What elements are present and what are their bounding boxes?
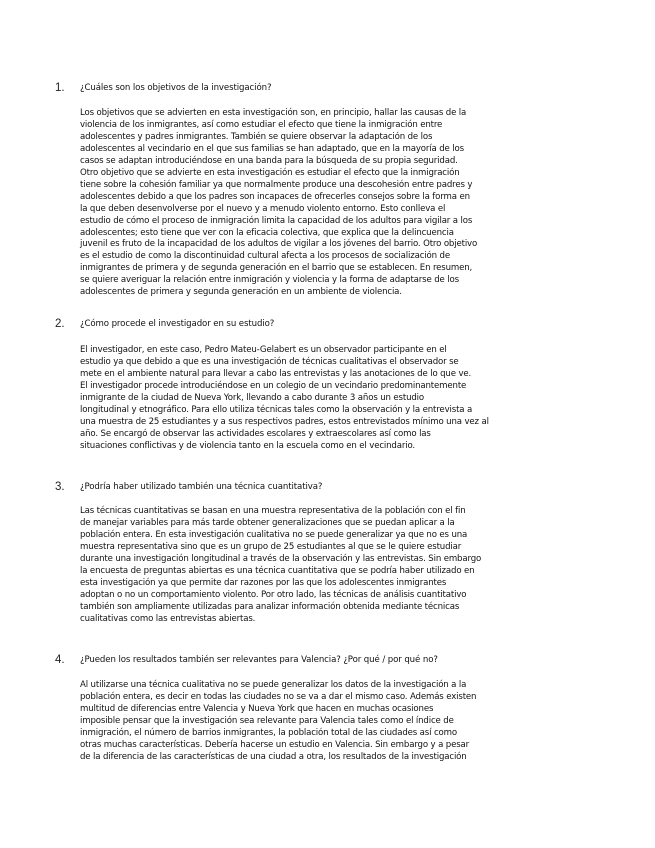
paragraph-line: situaciones conflictivas y de violencia tanto en la escuela como en el vecindario.: [80, 440, 416, 451]
paragraph-line: El investigador, en este caso, Pedro Mateu-Gelabert es un observador participante en el: [80, 345, 447, 355]
paragraph-line: Las técnicas cuantitativas se basan en una muestra representativa de la población con el fin: [80, 506, 466, 516]
question-title: ¿Cuáles son los objetivos de la investigación?: [80, 83, 272, 93]
paragraph-line: juvenil es fruto de la incapacidad de los adultos de vigilar a los jóvenes del barrio. Otro objetivo: [80, 239, 478, 250]
answer-paragraph: [80, 680, 600, 764]
paragraph-line: población entera. En esta investigación cualitativa no se puede generalizar ya que no es una: [80, 529, 468, 540]
question-number: 3.: [55, 481, 65, 493]
question-title: ¿Podría haber utilizado también una técnica cuantitativa?: [80, 482, 323, 492]
question-number: 2.: [55, 318, 65, 330]
paragraph-line: de manejar variables para más tarde obtener generalizaciones que se puedan aplicar a la: [80, 517, 455, 528]
paragraph-line: tiene sobre la cohesión familiar ya que normalmente produce una descohesión entre padres y: [80, 179, 473, 190]
paragraph-line: adolescentes debido a que los padres son incapaces de ofrecerles consejos sobre la forma en: [80, 191, 470, 202]
paragraph-line: adolescentes de primera y segunda generación en un ambiente de violencia.: [80, 287, 402, 298]
paragraph-line: estudio de cómo el proceso de inmigración limita la capacidad de los adultos para vigilar a los: [80, 215, 473, 226]
paragraph-line: El investigador procede introduciéndose en un colegio de un vecindario predominantemente: [80, 380, 467, 391]
paragraph-line: inmigrante de la ciudad de Nueva York, llevando a cabo durante 3 años un estudio: [80, 392, 425, 403]
answer-paragraph: [80, 108, 600, 299]
paragraph-line: otras muchas características. Debería hacerse un estudio en Valencia. Sin embargo y a pesar: [80, 739, 470, 750]
answer-paragraph: [80, 345, 600, 453]
paragraph-line: adolescentes; esto tiene que ver con la eficacia colectiva, que explica que la delincuencia: [80, 227, 454, 238]
paragraph-line: esta investigación ya que permite dar razones por las que los adolescentes inmigrantes: [80, 577, 447, 588]
question-title: ¿Pueden los resultados también ser relevantes para Valencia? ¿Por qué / por qué no?: [80, 655, 438, 665]
paragraph-line: Los objetivos que se advierten en esta investigación son, en principio, hallar las causas de la: [80, 108, 467, 118]
paragraph-line: mete en el ambiente natural para llevar a cabo las entrevistas y las anotaciones de lo que ve.: [80, 368, 472, 379]
paragraph-line: es el estudio de como la discontinuidad cultural afecta a los procesos de socialización de: [80, 251, 450, 262]
paragraph-line: inmigración, el número de barrios inmigrantes, la población total de las ciudades así como: [80, 727, 457, 738]
paragraph-line: adoptan o no un comportamiento violento. Por otro lado, las técnicas de análisis cuantitativo: [80, 589, 467, 600]
paragraph-line: año. Se encargó de observar las actividades escolares y extraescolares así como las: [80, 428, 431, 439]
question-title: ¿Cómo procede el investigador en su estudio?: [80, 319, 275, 329]
question-number: 1.: [55, 82, 65, 94]
paragraph-line: Al utilizarse una técnica cualitativa no se puede generalizar los datos de la investigación a la: [80, 680, 467, 690]
paragraph-line: cualitativas como las entrevistas abiertas.: [80, 613, 256, 624]
paragraph-line: se quiere averiguar la relación entre inmigración y violencia y la forma de adaptarse de los: [80, 275, 459, 286]
paragraph-line: la encuesta de preguntas abiertas es una técnica cuantitativa que se podría haber utilizado en: [80, 565, 475, 576]
paragraph-line: Otro objetivo que se advierte en esta investigación es estudiar el efecto que la inmigración: [80, 167, 460, 178]
paragraph-line: casos se adaptan introduciéndose en una banda para la búsqueda de su propia seguridad.: [80, 155, 458, 166]
question-number: 4.: [55, 654, 65, 666]
paragraph-line: la que deben desenvolverse por el nuevo y a menudo violento entorno. Esto conlleva el: [80, 203, 446, 214]
paragraph-line: también son ampliamente utilizadas para analizar información obtenida mediante técnicas: [80, 601, 460, 612]
paragraph-line: multitud de diferencias entre Valencia y Nueva York que hacen en muchas ocasiones: [80, 703, 434, 714]
paragraph-line: longitudinal y etnográfico. Para ello utiliza técnicas tales como la observación y la entrevista a: [80, 404, 473, 415]
paragraph-line: inmigrantes de primera y de segunda generación en el barrio que se establecen. En resumen,: [80, 263, 473, 274]
paragraph-line: adolescentes al vecindario en el que sus familias se han adaptado, que en la mayoría de los: [80, 143, 464, 154]
paragraph-line: adolescentes y padres inmigrantes. También se quiere observar la adaptación de los: [80, 131, 433, 142]
paragraph-line: violencia de los inmigrantes, así como estudiar el efecto que tiene la inmigración entre: [80, 119, 443, 130]
paragraph-line: de la diferencia de las características de una ciudad a otra, los resultados de la investigación: [80, 751, 467, 762]
paragraph-line: estudio ya que debido a que es una investigación de técnicas cualitativas el observador se: [80, 356, 459, 367]
paragraph-line: una muestra de 25 estudiantes y a sus respectivos padres, estos entrevistados mínimo una vez al: [80, 416, 489, 427]
paragraph-line: imposible pensar que la investigación sea relevante para Valencia tales como el índice de: [80, 715, 454, 726]
paragraph-line: muestra representativa sino que es un grupo de 25 estudiantes al que se le quiere estudiar: [80, 541, 462, 552]
paragraph-line: población entera, es decir en todas las ciudades no se va a dar el mismo caso. Además existen: [80, 691, 477, 702]
paragraph-line: durante una investigación longitudinal a través de la observación y las entrevistas. Sin embargo: [80, 553, 482, 564]
answer-paragraph: [80, 506, 600, 626]
